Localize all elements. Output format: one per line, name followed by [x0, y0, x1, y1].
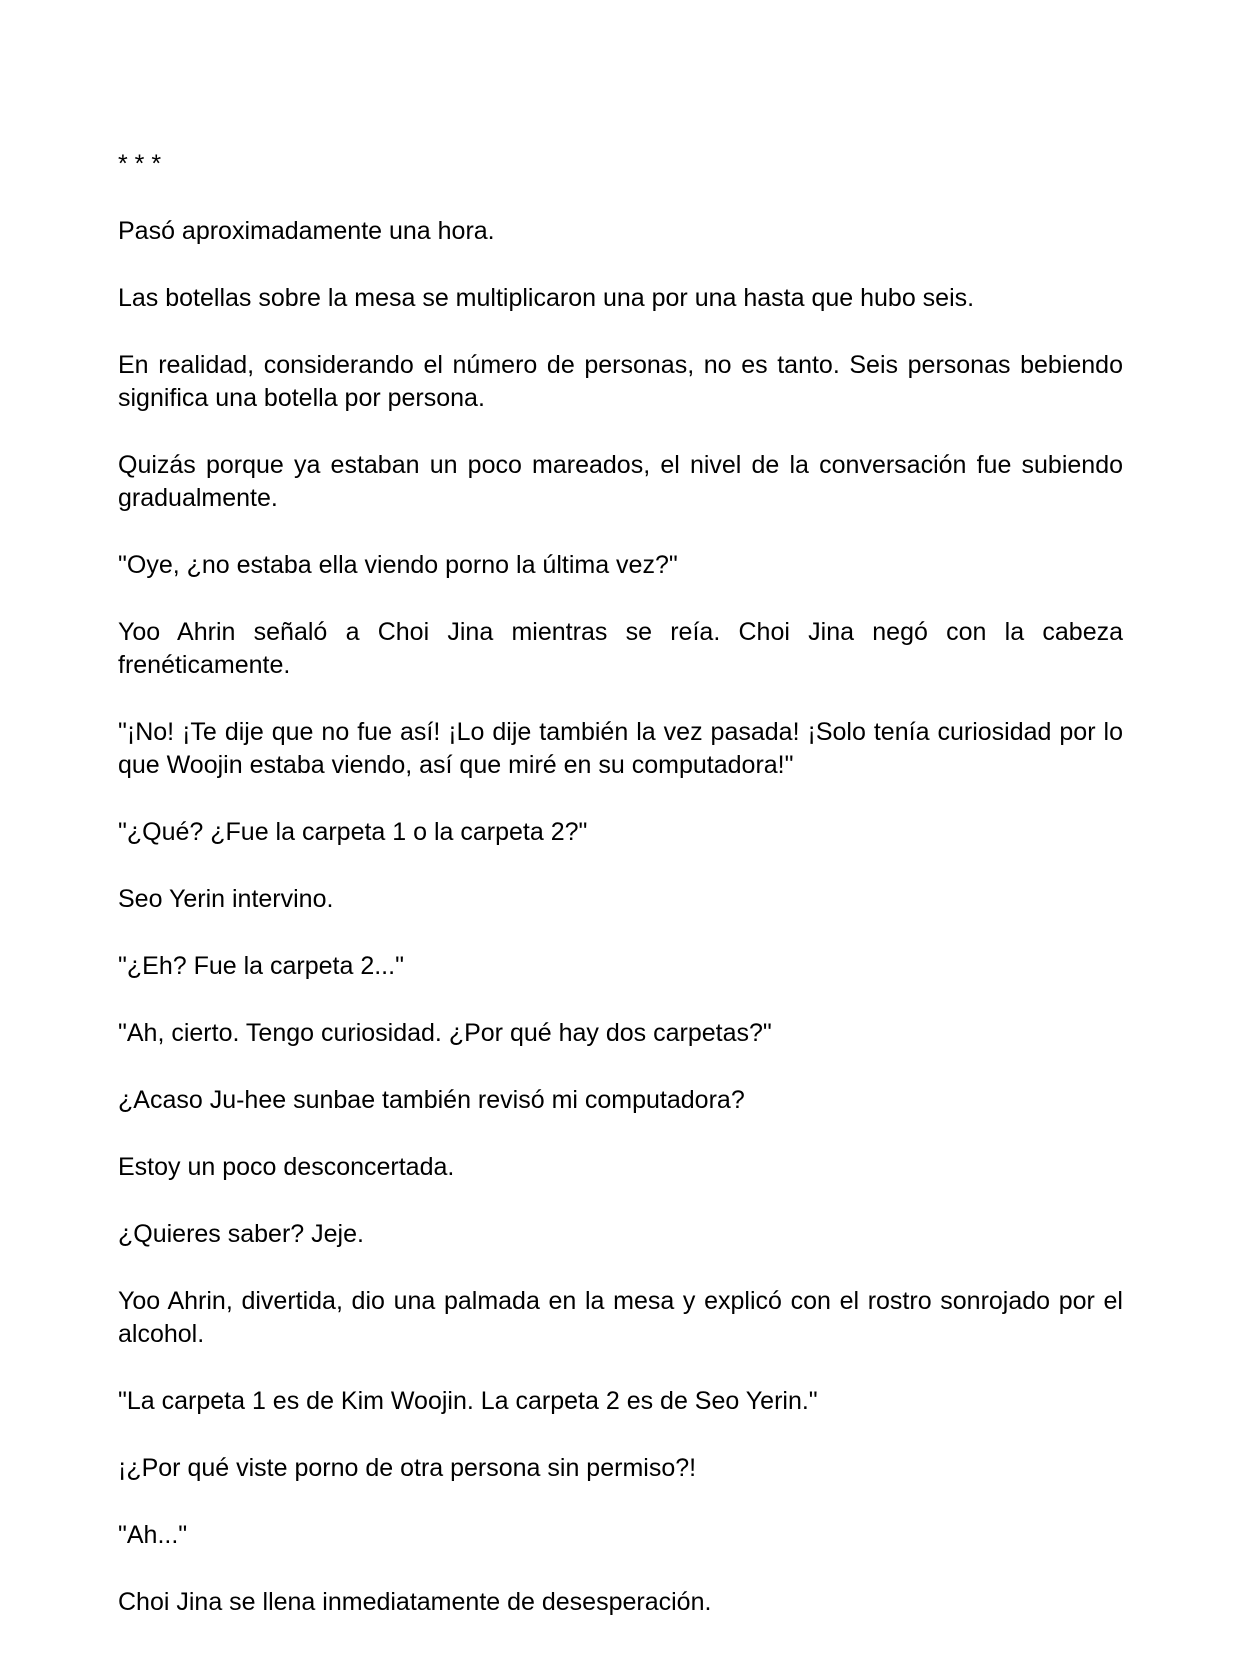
paragraph: ¡¿Por qué viste porno de otra persona sin permiso?!: [118, 1454, 697, 1482]
document-body: [118, 148, 1123, 1653]
paragraph: Yoo Ahrin, divertida, dio una palmada en la mesa y explicó con el rostro sonrojado por el alcohol.: [118, 1287, 1123, 1348]
paragraph: Yoo Ahrin señaló a Choi Jina mientras se reía. Choi Jina negó con la cabeza frenéticamente.: [118, 618, 1123, 679]
paragraph: Choi Jina se llena inmediatamente de desesperación.: [118, 1588, 712, 1616]
paragraph: "Oye, ¿no estaba ella viendo porno la última vez?": [118, 551, 678, 579]
scene-separator: * * *: [118, 150, 162, 178]
paragraph: Quizás porque ya estaban un poco mareados, el nivel de la conversación fue subiendo gradualmente.: [118, 451, 1123, 512]
paragraph: En realidad, considerando el número de personas, no es tanto. Seis personas bebiendo significa una botella por persona.: [118, 351, 1123, 412]
paragraph: ¿Quieres saber? Jeje.: [118, 1220, 364, 1248]
paragraph: Estoy un poco desconcertada.: [118, 1153, 455, 1181]
paragraph: "¿Eh? Fue la carpeta 2...": [118, 952, 404, 980]
paragraph: "¡No! ¡Te dije que no fue así! ¡Lo dije también la vez pasada! ¡Solo tenía curiosidad por lo que Woojin estaba viendo, así que miré en su computadora!": [118, 718, 1123, 779]
paragraph: Pasó aproximadamente una hora.: [118, 217, 495, 245]
paragraph: "Ah...": [118, 1521, 188, 1549]
paragraph: "Ah, cierto. Tengo curiosidad. ¿Por qué hay dos carpetas?": [118, 1019, 772, 1047]
paragraph: Seo Yerin intervino.: [118, 885, 334, 913]
paragraph: "¿Qué? ¿Fue la carpeta 1 o la carpeta 2?": [118, 818, 588, 846]
paragraph: Las botellas sobre la mesa se multiplicaron una por una hasta que hubo seis.: [118, 284, 975, 312]
paragraph: "La carpeta 1 es de Kim Woojin. La carpeta 2 es de Seo Yerin.": [118, 1387, 818, 1415]
paragraph: ¿Acaso Ju-hee sunbae también revisó mi computadora?: [118, 1086, 745, 1114]
